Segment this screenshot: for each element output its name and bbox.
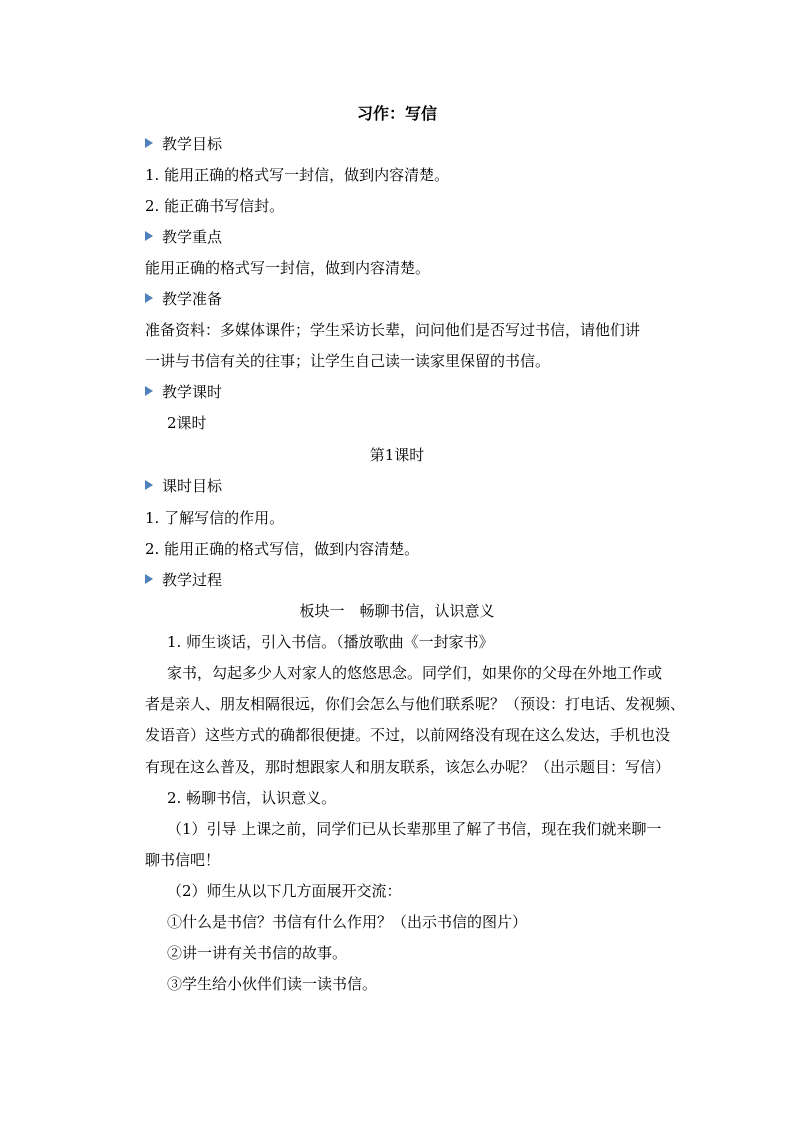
paragraph: 能用正确的格式写一封信，做到内容清楚。 <box>145 259 431 277</box>
paragraph: 1. 能用正确的格式写一封信，做到内容清楚。 <box>145 166 450 184</box>
heading-label: 教学过程 <box>162 571 223 589</box>
heading-label: 教学重点 <box>162 228 223 246</box>
paragraph: 有现在这么普及，那时想跟家人和朋友联系，该怎么办呢？（出示题目：写信） <box>145 758 671 776</box>
paragraph: 2. 能用正确的格式写信，做到内容清楚。 <box>145 540 420 558</box>
paragraph: ②讲一讲有关书信的故事。 <box>167 944 348 962</box>
paragraph: （1）引导 上课之前，同学们已从长辈那里了解了书信，现在我们就来聊一 <box>167 820 662 838</box>
heading-teaching-prep <box>145 289 685 309</box>
heading-label: 教学课时 <box>162 383 223 401</box>
heading-teaching-hours <box>145 382 685 402</box>
heading-lesson-goal <box>145 476 685 496</box>
heading-label: 教学准备 <box>162 290 223 308</box>
heading-label: 教学目标 <box>162 135 223 153</box>
paragraph: 发语音）这些方式的确都很便捷。不过，以前网络没有现在这么发达，手机也没 <box>145 726 671 744</box>
paragraph: （2）师生从以下几方面展开交流： <box>167 882 402 900</box>
triangle-bullet-icon <box>145 574 153 584</box>
page-title: 习作：写信 <box>356 104 437 123</box>
triangle-bullet-icon <box>145 386 153 396</box>
paragraph: 2课时 <box>167 414 207 432</box>
paragraph: 一讲与书信有关的往事；让学生自己读一读家里保留的书信。 <box>145 352 551 370</box>
heading-teaching-key <box>145 227 685 247</box>
paragraph: 1. 师生谈话，引入书信。（播放歌曲《一封家书》 <box>167 633 494 651</box>
paragraph: 2. 能正确书写信封。 <box>145 197 285 215</box>
paragraph: 1. 了解写信的作用。 <box>145 509 285 527</box>
paragraph: ③学生给小伙伴们读一读书信。 <box>167 975 378 993</box>
triangle-bullet-icon <box>145 138 153 148</box>
paragraph: ①什么是书信？书信有什么作用？（出示书信的图片） <box>167 913 528 931</box>
heading-teaching-goal <box>145 134 685 154</box>
section-title: 板块一 畅聊书信，认识意义 <box>299 602 495 620</box>
paragraph: 2. 畅聊书信，认识意义。 <box>167 789 337 807</box>
triangle-bullet-icon <box>145 231 153 241</box>
triangle-bullet-icon <box>145 480 153 490</box>
heading-teaching-process <box>145 570 685 590</box>
paragraph: 聊书信吧！ <box>145 851 221 869</box>
paragraph: 准备资料：多媒体课件；学生采访长辈，问问他们是否写过书信，请他们讲 <box>145 321 641 339</box>
lesson-title: 第1课时 <box>369 446 425 464</box>
triangle-bullet-icon <box>145 293 153 303</box>
paragraph: 者是亲人、朋友相隔很远，你们会怎么与他们联系呢？（预设：打电话、发视频、 <box>145 695 686 713</box>
heading-label: 课时目标 <box>162 477 223 495</box>
paragraph: 家书，勾起多少人对家人的悠悠思念。同学们，如果你的父母在外地工作或 <box>167 664 663 682</box>
